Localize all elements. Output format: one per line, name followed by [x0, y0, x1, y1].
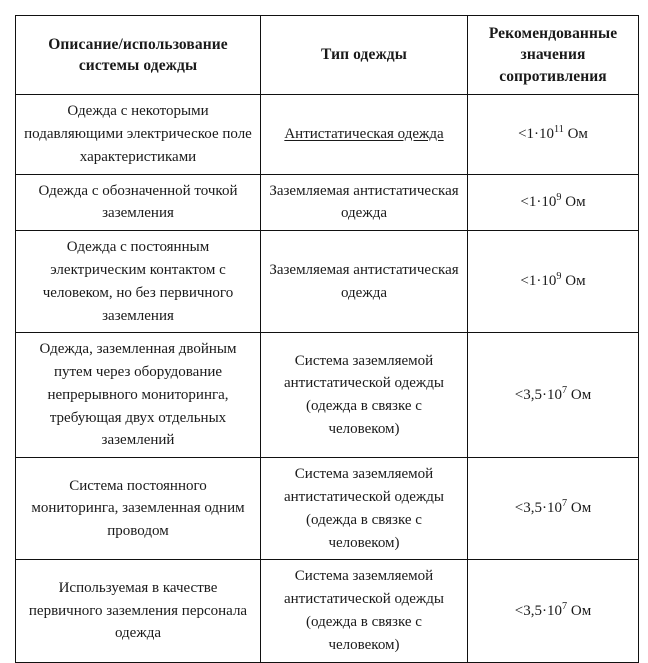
- resistance-exponent: 7: [562, 600, 568, 612]
- cell-description: Система постоянного мониторинга, заземленная одним проводом: [16, 458, 261, 560]
- cell-resistance-value: [468, 333, 639, 458]
- resistance-exponent: 11: [554, 123, 564, 135]
- resistance-exponent: 9: [556, 191, 562, 203]
- resistance-unit: Ом: [567, 602, 592, 619]
- resistance-mantissa: <1·10: [520, 193, 557, 210]
- resistance-exponent: 7: [562, 498, 568, 510]
- cell-resistance-value: [468, 174, 639, 231]
- cell-description: Используемая в качестве первичного заземления персонала одежда: [16, 560, 261, 662]
- cell-description: Одежда с постоянным электрическим контактом с человеком, но без первичного заземления: [16, 231, 261, 333]
- table-header-row: [16, 16, 639, 95]
- cell-resistance-value: [468, 458, 639, 560]
- resistance-unit: Ом: [561, 193, 586, 210]
- cell-description: Одежда, заземленная двойным путем через оборудование непрерывного мониторинга, требующая двух отдельных заземлений: [16, 333, 261, 458]
- resistance-mantissa: <3,5·10: [514, 500, 563, 517]
- cell-description: Одежда с некоторыми подавляющими электрическое поле характеристиками: [16, 95, 261, 174]
- resistance-exponent: 7: [562, 384, 568, 396]
- resistance-mantissa: <3,5·10: [514, 602, 563, 619]
- column-header-recommended-resistance: Рекомендованные значения сопротивления: [468, 16, 639, 95]
- resistance-exponent: 9: [556, 271, 562, 283]
- resistance-unit: Ом: [567, 386, 592, 403]
- table-row: [16, 560, 639, 662]
- clothing-resistance-table: [15, 15, 639, 663]
- resistance-value: [515, 500, 591, 516]
- table-row: [16, 458, 639, 560]
- cell-resistance-value: [468, 560, 639, 662]
- resistance-mantissa: <3,5·10: [514, 386, 563, 403]
- cell-clothing-type: [261, 95, 468, 174]
- cell-resistance-value: [468, 231, 639, 333]
- cell-clothing-type: Заземляемая антистатическая одежда: [261, 231, 468, 333]
- cell-clothing-type: Система заземляемой антистатической одежды (одежда в связке с человеком): [261, 333, 468, 458]
- resistance-unit: Ом: [567, 500, 592, 517]
- resistance-value: [514, 384, 592, 403]
- resistance-value: [518, 123, 588, 142]
- resistance-value: [514, 600, 592, 619]
- table-row: [16, 174, 639, 231]
- clothing-type-text: Антистатическая одежда: [284, 125, 444, 142]
- cell-clothing-type: Система заземляемой антистатической одежды (одежда в связке с человеком): [261, 560, 468, 662]
- resistance-value: [520, 191, 586, 210]
- resistance-value: [520, 273, 585, 289]
- column-header-clothing-type: Тип одежды: [261, 16, 468, 95]
- table-header: [16, 16, 639, 95]
- table-row: [16, 231, 639, 333]
- resistance-mantissa: <1·10: [520, 273, 557, 290]
- table-body: [16, 95, 639, 663]
- column-header-description: Описание/использование системы одежды: [16, 16, 261, 95]
- table-row: [16, 333, 639, 458]
- resistance-mantissa: <1·10: [518, 125, 555, 142]
- cell-clothing-type: Система заземляемой антистатической одежды (одежда в связке с человеком): [261, 458, 468, 560]
- resistance-unit: Ом: [563, 125, 588, 142]
- cell-clothing-type: Заземляемая антистатическая одежда: [261, 174, 468, 231]
- cell-description: Одежда с обозначенной точкой заземления: [16, 174, 261, 231]
- cell-resistance-value: [468, 95, 639, 174]
- resistance-unit: Ом: [561, 273, 586, 290]
- table-row: [16, 95, 639, 174]
